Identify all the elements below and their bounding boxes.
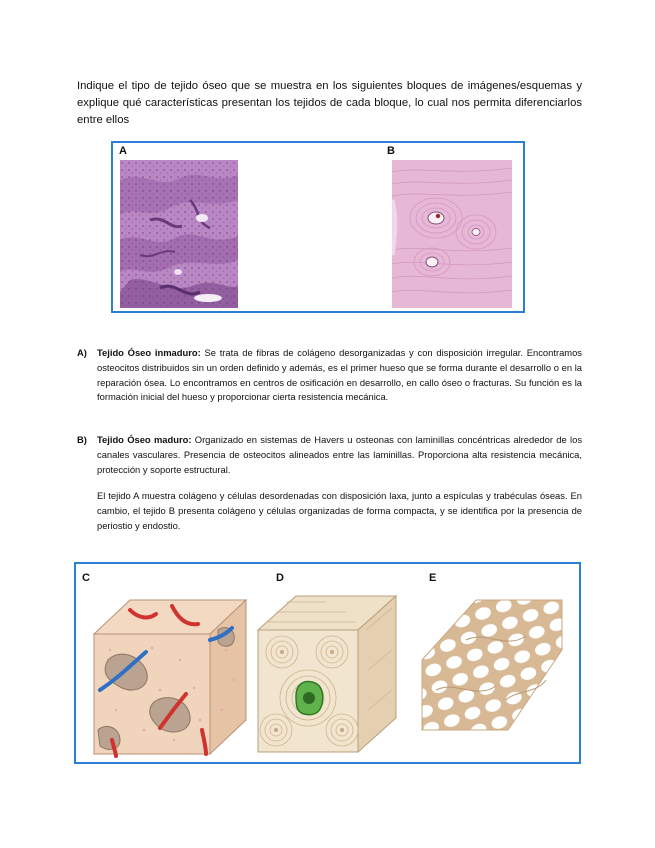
answer-a-text: Se trata de fibras de colágeno desorganizadas y con disposición irregular. Encontramos osteocitos distribuidos sin un orden definido y además, es el primer hueso que se forma durante el desarrollo o en la reparación ósea. Lo encontramos en centros de osificación en desarrollo, en callo óseo o fracturas. Su función es la formación inicial del hueso y proporcionar cierta resistencia mecánica. <box>97 347 582 403</box>
immature-bone-micrograph <box>120 160 238 308</box>
label-a: A <box>119 145 127 157</box>
label-b: B <box>387 145 395 157</box>
mature-bone-micrograph <box>392 160 512 308</box>
spongy-bone-diagram <box>416 590 564 740</box>
compact-bone-block-diagram <box>256 590 400 758</box>
label-c: C <box>82 572 90 584</box>
answer-b-text: Organizado en sistemas de Havers u osteonas con laminillas concéntricas alrededor de los canales vasculares. Presencia de osteocitos alineados entre las laminillas. Proporciona alta resistencia mecánica, protección y soporte estructural. <box>97 434 583 475</box>
answer-a-marker: A) <box>77 347 87 358</box>
label-e: E <box>429 572 437 584</box>
answer-b-marker: B) <box>77 434 87 445</box>
answer-b <box>77 433 582 477</box>
question-text: Indique el tipo de tejido óseo que se muestra en los siguientes bloques de imágenes/esquemas y explique qué características presentan los tejidos de cada bloque, lo cual nos permita diferenciarlos entre ellos <box>77 80 582 126</box>
answer-b-title: Tejido Óseo maduro: <box>97 434 192 445</box>
bone-diagram-panel <box>74 562 581 764</box>
woven-bone-block-diagram <box>90 590 250 758</box>
histology-figure-panel <box>111 141 525 313</box>
label-d: D <box>276 572 284 584</box>
answer-a-title: Tejido Óseo inmaduro: <box>97 347 201 358</box>
answer-a <box>77 346 582 405</box>
comparison-paragraph: El tejido A muestra colágeno y células desordenadas con disposición laxa, junto a espículas y trabéculas óseas. En cambio, el tejido B presenta colágeno y células organizadas de forma compacta, y se identifica por la presencia de periostio y endostio. <box>97 490 582 531</box>
